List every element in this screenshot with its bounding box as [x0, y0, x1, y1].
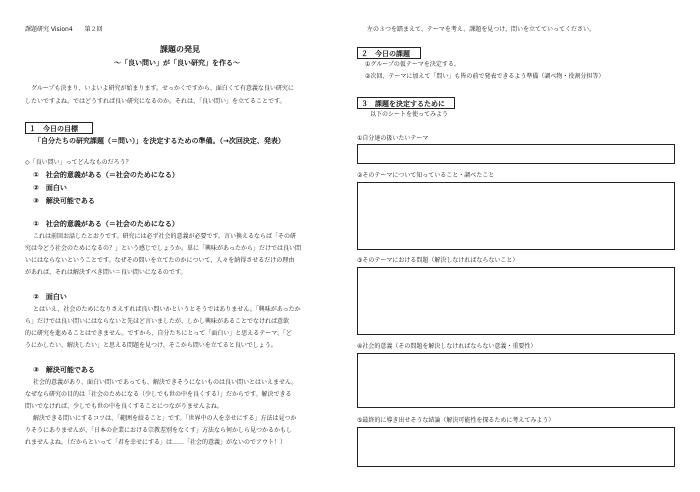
point-2-text: うにかしたい、解決したい」と思える問題を見つけ、そこから問いを立てると良いでしょう。	[25, 342, 277, 349]
task-item: ②次回、テーマに加えて「問い」も皆の前で発表できるよう準備（調べ物・役割分担等）	[365, 73, 605, 80]
point-3-text: 社会的意義があり、面白い問いであっても、解決できそうにないものは良い問いとはいえません。	[33, 379, 298, 386]
todays-goal: 「自分たちの研究課題（＝問い）」を決定するための準備。（→次回決定、発表）	[34, 137, 285, 145]
point-1-text: 究は今どう社会のためになるの？」という感じでしょうか。単に「興味があったから」だけでは良い問	[25, 245, 301, 252]
section-2-heading: ２ 今日の課題	[357, 47, 421, 59]
document-title: 課題の発見	[160, 45, 200, 54]
section-1-heading: １ 今日の目標	[25, 122, 93, 134]
worksheet-prompt: ④社会的意義（その問題を解決しなければならない意義・重要性）	[357, 343, 537, 350]
worksheet-prompt: ①自分達の扱いたいテーマ	[357, 135, 429, 142]
point-3-text: 問いでなければ、少しでも世の中を良くすることにつながりませんよね。	[25, 403, 223, 410]
intro-line: グループも決まり、いよいよ研究が始まります。せっかくですから、面白くて有意義な良い研究に	[31, 85, 294, 92]
section-3-heading: ３ 課題を決定するために	[357, 97, 455, 109]
worksheet-answer-box-significance[interactable]	[357, 353, 675, 408]
session-number: 第２回	[84, 26, 103, 33]
point-2-text: 的に研究を進めることはできません。ですから、自分たちにとって「面白い」と思えるテーマ、「ど	[25, 330, 292, 337]
point-3-text: りそうにありませんが、「日本の企業における宗教差別をなくす」方法なら何かしら見つかるかもし	[25, 427, 293, 434]
point-1-text: いにはならないということです。なぜその問いを立てたのかについて、人々を納得させるだけの理由	[25, 257, 295, 264]
worksheet-prompt: ⑤最終的に導き出せそうな結論（解決可能性を探るために考えてみよう）	[357, 417, 555, 424]
document-subtitle: ～「良い問い」が「良い研究」を作る～	[114, 59, 240, 67]
point-1-text: これは前回お話したとおりです。研究には必ず社会的意義が必要です。言い換えるならば「その研	[33, 233, 297, 240]
worksheet-prompt: ③そのテーマにおける問題（解決しなければならないこと）	[357, 257, 519, 264]
good-question-prompt: ◇「良い問い」ってどんなものだろう？	[25, 159, 132, 166]
point-3-text: なぜなら研究の目的は「社会のためになる（少しでも世の中を良くする）」だからです。解決できる	[25, 391, 292, 398]
worksheet-answer-box-problem[interactable]	[357, 267, 675, 335]
worksheet-answer-box-conclusion[interactable]	[357, 427, 675, 467]
criterion-item: ② 面白い	[33, 184, 67, 192]
criterion-item: ① 社会的意義がある（＝社会のためになる）	[33, 171, 179, 179]
point-2-text: ら」だけでは良い問いにはならないと先ほど言いましたが、しかし興味があることでなければ意欲	[25, 318, 290, 325]
point-2-heading: ② 面白い	[33, 293, 67, 301]
worksheet-answer-box-research[interactable]	[357, 182, 675, 250]
point-1-heading: ① 社会的意義がある（＝社会のためになる）	[33, 220, 179, 228]
point-1-text: があれば、それは解決すべき問い＝良い問いになるのです。	[25, 269, 187, 276]
point-3-heading: ③ 解決可能である	[33, 366, 95, 374]
right-intro: 左の３つを踏まえて、テーマを考え、課題を見つけ、問いを立てていってください。	[367, 26, 596, 33]
course-title: 課題研究 Vision4	[25, 26, 73, 33]
section-3-instruction: 以下のシートを使ってみよう	[370, 111, 449, 118]
point-2-text: とはいえ、社会のためになりさえすれば良い問いかというとそうではありません。「興味があったか	[33, 306, 301, 313]
task-item: ①グループの仮テーマを決定する。	[365, 61, 460, 68]
point-3-text: れませんよね。（だからといって「君を幸せにする」は……「社会的意義」がないのでアウト！）	[25, 439, 287, 446]
criterion-item: ③ 解決可能である	[33, 197, 95, 205]
worksheet-answer-box-theme[interactable]	[357, 144, 675, 164]
worksheet-prompt: ②そのテーマについて知っていること・調べたこと	[357, 172, 495, 179]
document-header	[25, 27, 103, 33]
point-3-text: 解決できる問いにするコツは、「範囲を絞ること」です。「世界中の人を幸せにする」方法は見つか	[33, 415, 297, 422]
intro-line: したいですよね。ではどうすれば良い研究になるのか。それは、「良い問い」を立てることです。	[25, 98, 286, 105]
